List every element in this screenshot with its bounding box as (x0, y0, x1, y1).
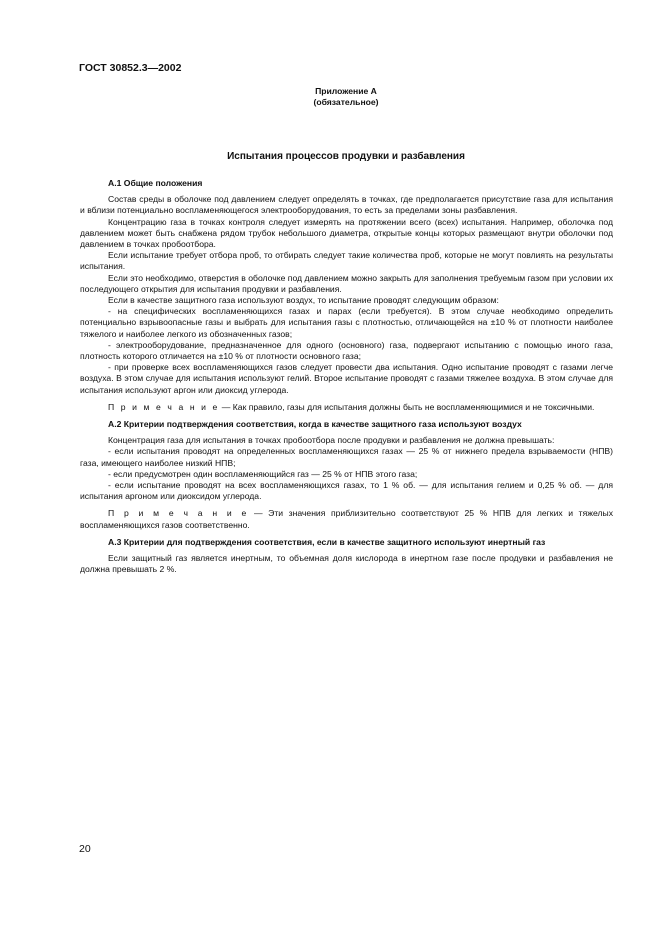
paragraph: Если испытание требует отбора проб, то отбирать следует такие количества проб, которые не могут повлиять на результаты испытания. (80, 250, 613, 272)
annex-header (246, 86, 446, 108)
list-item: - если предусмотрен один воспламеняющийся газ — 25 % от НПВ этого газа; (108, 468, 418, 479)
list-item: - если испытания проводят на определенных воспламеняющихся газах — 25 % от нижнего предела взрываемости (НПВ) газа, имеющего наиболее низкий НПВ; (80, 446, 613, 468)
page-number: 20 (79, 843, 91, 855)
section-a1 (80, 178, 613, 413)
document-title: Испытания процессов продувки и разбавления (227, 151, 465, 162)
note (80, 508, 613, 530)
list-item: - на специфических воспламеняющихся газах и парах (если требуется). В этом случае необходимо определить потенциально взрывоопасные газы и выбрать для испытания газы с плотностью, отличающейся на ±10 % от плотности наиболее тяжелого и наиболее легкого из обозначенных газов; (80, 306, 613, 339)
paragraph: Если защитный газ является инертным, то объемная доля кислорода в инертном газе после продувки и разбавления не должна превышать 2 %. (80, 553, 613, 575)
paragraph: Если это необходимо, отверстия в оболочке под давлением можно закрыть для заполнения требуемым газом при условии их последующего открытия для испытания продувки и разбавления. (80, 272, 613, 294)
annex-status: (обязательное) (313, 97, 379, 107)
note-text: — Как правило, газы для испытания должны быть не воспламеняющимися и не токсичными. (219, 401, 595, 412)
section-a2-heading: А.2 Критерии подтверждения соответствия, когда в качестве защитного газа используют воздух (108, 419, 522, 430)
paragraph: Если в качестве защитного газа используют воздух, то испытание проводят следующим образом: (108, 295, 499, 306)
note-text: — Эти значения приблизительно соответствуют 25 % НПВ для легких и тяжелых воспламеняющихся газов соответственно. (80, 508, 613, 530)
document-body (80, 178, 613, 576)
list-item: - электрооборудование, предназначенное для одного (основного) газа, подвергают испытанию с помощью иного газа, плотность которого отличается на ±10 % от плотности основного газа; (80, 339, 613, 362)
list-item: - если испытание проводят на всех воспламеняющихся газах, то 1 % об. — для испытания гелием и 0,25 % об. — для испытания аргоном или диоксидом углерода. (80, 480, 613, 502)
section-a3 (80, 537, 613, 576)
paragraph: Концентрацию газа в точках контроля следует измерять на протяжении всего (всех) испытания. Например, оболочка под давлением может быть снабжена рядом трубок небольшого диаметра, открытые концы которых размещают внутри оболочки под давлением в точках пробоотбора. (80, 216, 613, 250)
note-label: П р и м е ч а н и е (108, 508, 249, 519)
section-a3-heading: А.3 Критерии для подтверждения соответствия, если в качестве защитного используют инертный газ (108, 536, 546, 547)
note-label: П р и м е ч а н и е (108, 401, 220, 412)
note (80, 402, 613, 413)
standard-number: ГОСТ 30852.3—2002 (79, 62, 182, 74)
paragraph: Состав среды в оболочке под давлением следует определять в точках, где предполагается присутствие газа для испытания и вблизи потенциально воспламеняющегося электрооборудования, то есть за пределами зоны разбавления. (80, 194, 613, 216)
annex-title: Приложение А (315, 86, 377, 96)
paragraph: Концентрация газа для испытания в точках пробоотбора после продувки и разбавления не должна превышать: (108, 435, 555, 446)
section-a2 (80, 419, 613, 531)
list-item: - при проверке всех воспламеняющихся газов следует провести два испытания. Одно испытание проводят с газами легче воздуха. В этом случае для испытания используют гелий. Второе испытание проводят с газами тяжелее воздуха. В этом случае для испытания используют аргон или диоксид углерода. (80, 362, 613, 395)
section-a1-heading: А.1 Общие положения (108, 178, 203, 188)
